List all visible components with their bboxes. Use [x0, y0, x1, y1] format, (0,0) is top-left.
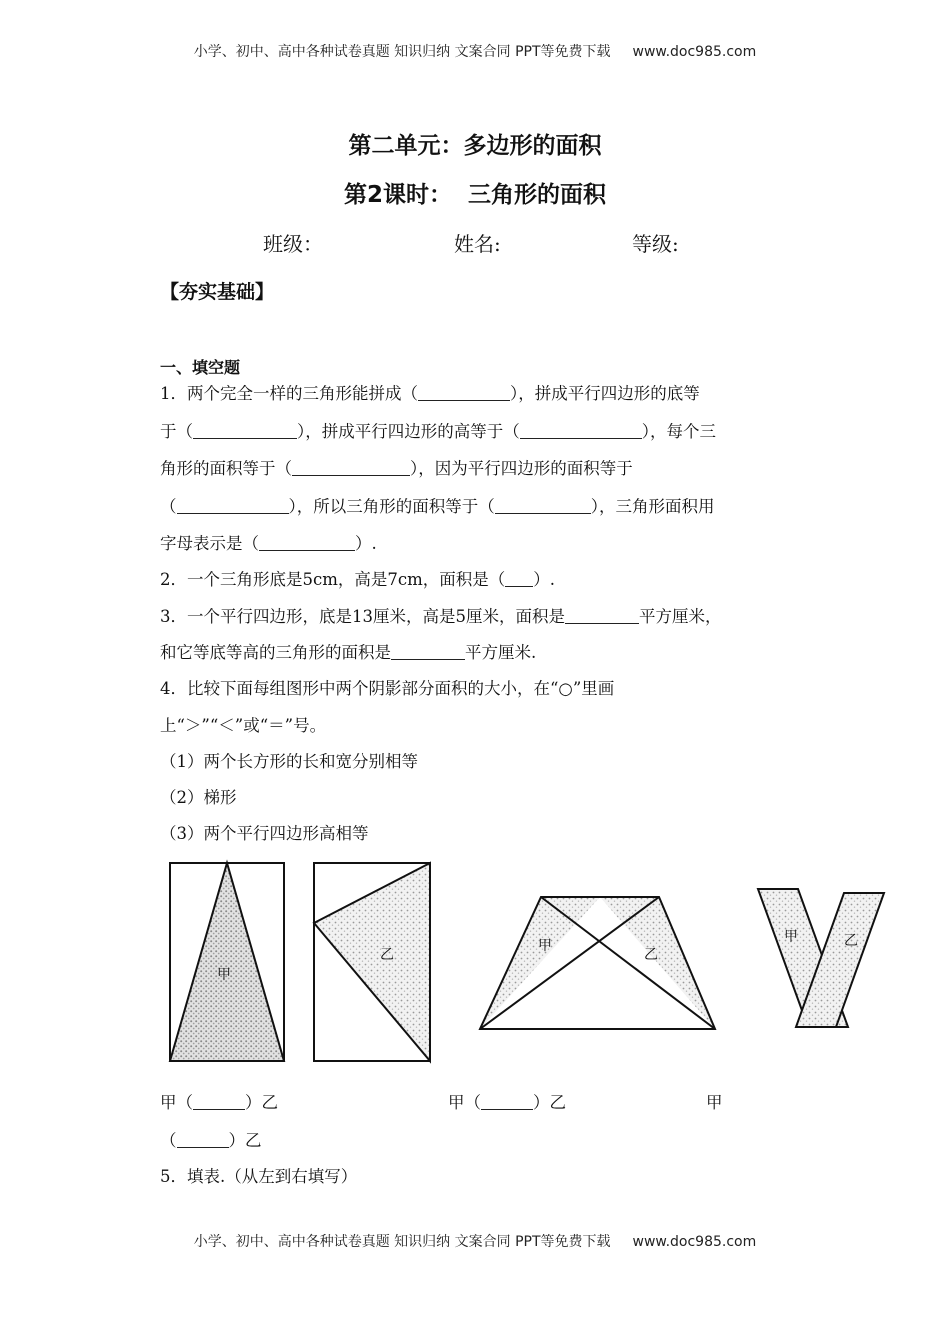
lesson-title: 第2课时： 三角形的面积	[343, 182, 607, 208]
q2-line: 2．一个三角形底是5cm，高是7cm，面积是（ ）.	[160, 570, 556, 589]
q1-line5: 字母表示是（ ）.	[160, 534, 377, 553]
label-jia-1: 甲	[217, 967, 231, 983]
footer-text: 小学、初中、高中各种试卷真题 知识归纳 文案合同 PPT等免费下载	[193, 1234, 611, 1250]
q4-answer-3-end: （ ）乙	[160, 1131, 262, 1150]
answer-blank[interactable]	[495, 495, 591, 514]
footer-url[interactable]: www.doc985.com	[632, 1234, 757, 1250]
answer-blank[interactable]	[565, 605, 639, 624]
section-heading: 【夯实基础】	[160, 281, 275, 303]
figure-trapezoid	[480, 897, 715, 1029]
label-jia-2: 甲	[538, 938, 552, 954]
figure-parallelograms	[758, 889, 884, 1027]
q1-line4: （ ），所以三角形的面积等于（ ），三角形面积用	[160, 497, 715, 516]
q4-line2: 上“＞”“＜”或“＝”号。	[160, 716, 327, 735]
label-yi-1: 乙	[380, 947, 394, 963]
answer-blank[interactable]	[520, 420, 642, 439]
q4-sub2: （2）梯形	[160, 788, 237, 807]
header-text: 小学、初中、高中各种试卷真题 知识归纳 文案合同 PPT等免费下载	[193, 44, 611, 60]
label-yi-3: 乙	[844, 933, 858, 949]
answer-blank[interactable]	[177, 495, 289, 514]
q3-line2: 和它等底等高的三角形的面积是 平方厘米.	[160, 643, 537, 662]
answer-blank[interactable]	[193, 420, 297, 439]
q1-line2: 于（ ），拼成平行四边形的高等于（ ），每个三	[160, 422, 716, 441]
class-label: 班级：	[263, 232, 323, 256]
answer-blank[interactable]	[391, 641, 465, 660]
part-heading: 一、填空题	[160, 358, 241, 377]
q4-answer-3-start: 甲	[706, 1093, 723, 1112]
answer-blank[interactable]	[177, 1129, 229, 1148]
q4-answer-2: 甲（ ）乙	[448, 1093, 566, 1112]
answer-blank[interactable]	[481, 1091, 533, 1110]
q4-line1: 4．比较下面每组图形中两个阴影部分面积的大小，在“○”里画	[160, 679, 615, 698]
label-jia-3: 甲	[784, 929, 798, 945]
answer-blank[interactable]	[292, 457, 410, 476]
figure-rect-triangle-jia	[170, 863, 284, 1061]
unit-title: 第二单元：多边形的面积	[348, 133, 602, 159]
q1-line1: 1．两个完全一样的三角形能拼成（ ），拼成平行四边形的底等	[160, 384, 700, 403]
q4-answer-1: 甲（ ）乙	[160, 1093, 278, 1112]
header-url[interactable]: www.doc985.com	[632, 44, 757, 60]
q1-line3: 角形的面积等于（ ），因为平行四边形的面积等于	[160, 459, 633, 478]
name-label: 姓名:	[454, 232, 501, 256]
label-yi-2: 乙	[644, 947, 658, 963]
comparison-figures	[160, 855, 900, 1075]
q3-line1: 3．一个平行四边形，底是13厘米，高是5厘米，面积是 平方厘米，	[160, 607, 722, 626]
page-footer	[0, 1231, 950, 1251]
q5-line: 5．填表.（从左到右填写）	[160, 1167, 358, 1186]
q4-sub1: （1）两个长方形的长和宽分别相等	[160, 752, 418, 771]
q4-sub3: （3）两个平行四边形高相等	[160, 824, 369, 843]
answer-blank[interactable]	[193, 1091, 245, 1110]
answer-blank[interactable]	[418, 382, 510, 401]
answer-blank[interactable]	[505, 568, 533, 587]
figure-rect-triangle-yi	[314, 863, 430, 1061]
grade-label: 等级:	[632, 232, 679, 256]
page-header	[0, 41, 950, 61]
answer-blank[interactable]	[259, 532, 355, 551]
